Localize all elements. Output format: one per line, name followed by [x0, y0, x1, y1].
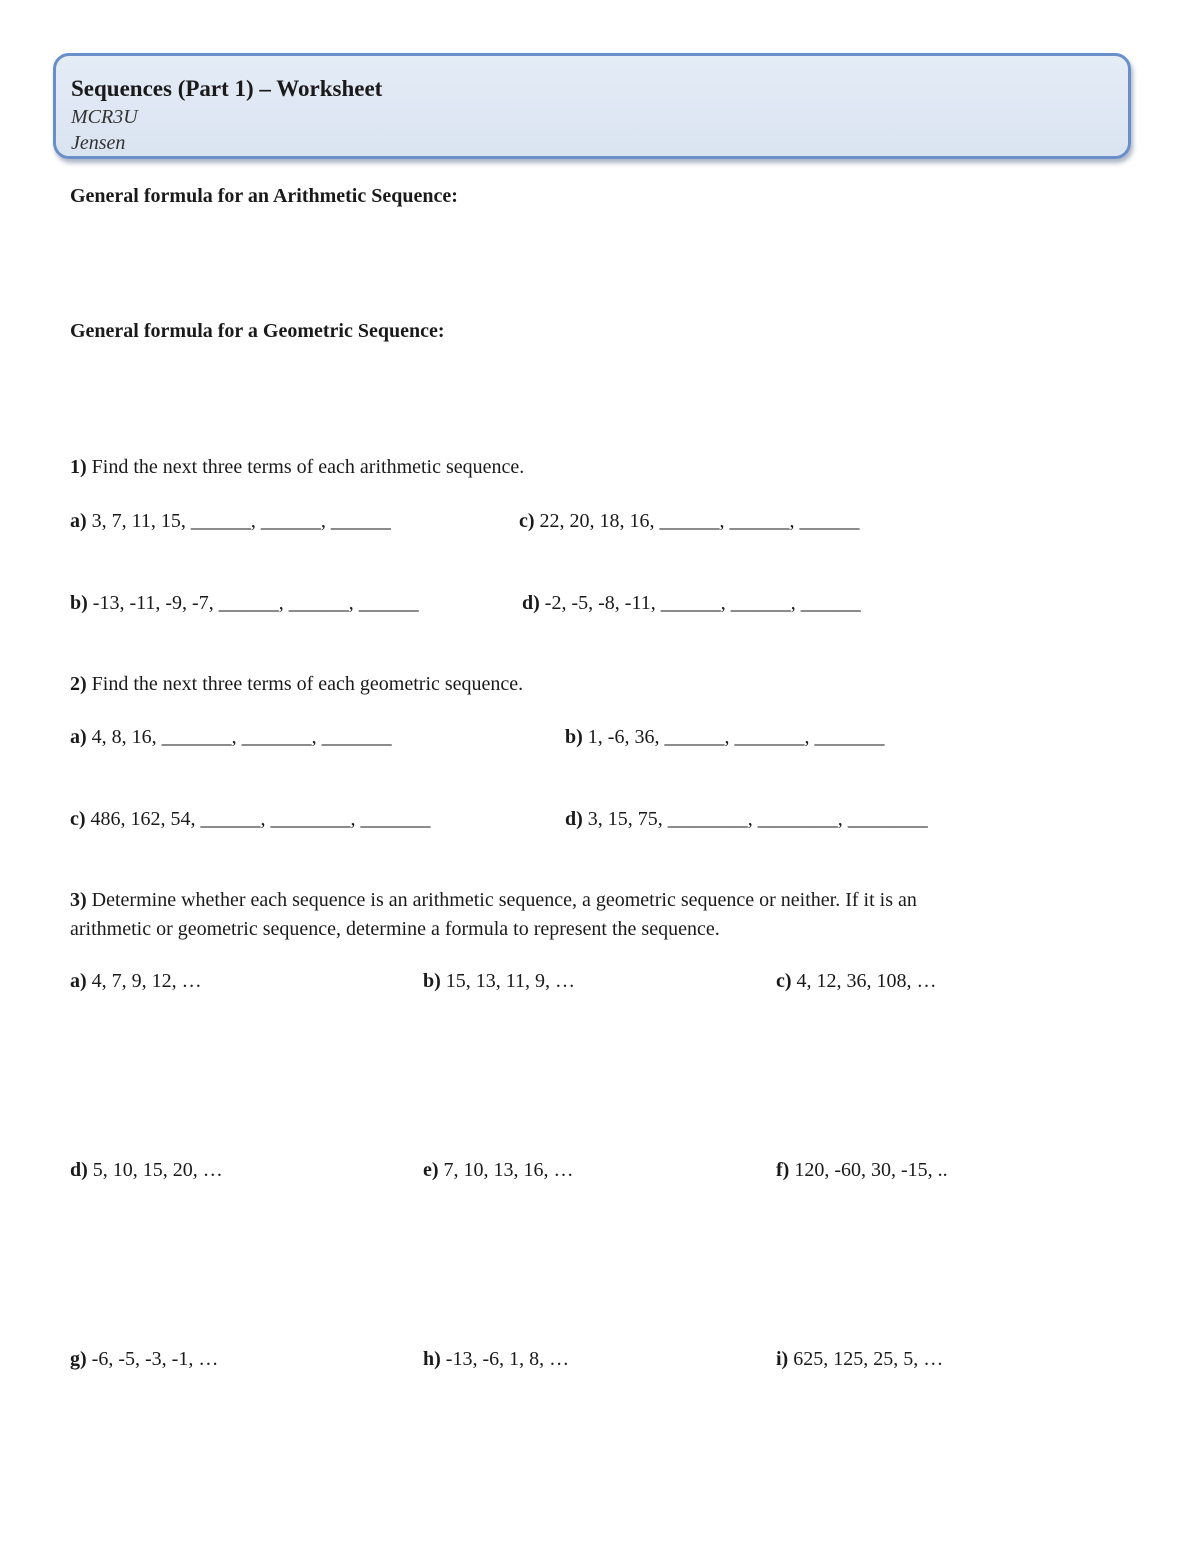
item-label: b)	[70, 592, 88, 614]
question-3-prompt	[70, 886, 917, 944]
item-label: c)	[776, 970, 792, 992]
header-box	[53, 53, 1131, 159]
q3-item-e	[423, 1159, 574, 1182]
item-text: 15, 13, 11, 9, …	[445, 970, 576, 992]
q1-item-b	[70, 592, 419, 615]
geometric-formula-heading: General formula for a Geometric Sequence:	[70, 320, 445, 342]
item-label: a)	[70, 726, 87, 748]
teacher-name: Jensen	[71, 132, 126, 154]
q2-item-d	[565, 808, 928, 831]
q3-item-f	[776, 1159, 948, 1182]
item-label: h)	[423, 1348, 441, 1370]
item-text: 3, 15, 75, ________, ________, ________	[587, 808, 928, 830]
item-label: c)	[519, 510, 535, 532]
item-label: a)	[70, 970, 87, 992]
q1-item-a	[70, 510, 391, 533]
item-text: 3, 7, 11, 15, ______, ______, ______	[91, 510, 391, 532]
item-label: e)	[423, 1159, 439, 1181]
question-text-line-1: Determine whether each sequence is an arithmetic sequence, a geometric sequence or neither. If it is an	[91, 889, 917, 911]
item-text: -2, -5, -8, -11, ______, ______, ______	[544, 592, 861, 614]
item-label: b)	[565, 726, 583, 748]
item-label: d)	[522, 592, 540, 614]
q2-item-c	[70, 808, 431, 831]
item-label: g)	[70, 1348, 87, 1370]
item-text: 4, 8, 16, _______, _______, _______	[91, 726, 392, 748]
q3-item-b	[423, 970, 575, 993]
q3-item-g	[70, 1348, 218, 1371]
question-number: 3)	[70, 889, 87, 911]
question-text: Find the next three terms of each geometric sequence.	[91, 673, 524, 695]
question-text: Find the next three terms of each arithmetic sequence.	[91, 456, 525, 478]
item-label: f)	[776, 1159, 790, 1181]
course-code: MCR3U	[71, 106, 138, 128]
item-text: 1, -6, 36, ______, _______, _______	[587, 726, 885, 748]
question-number: 1)	[70, 456, 87, 478]
q1-item-c	[519, 510, 860, 533]
q2-item-a	[70, 726, 392, 749]
q3-item-c	[776, 970, 937, 993]
q2-item-b	[565, 726, 884, 749]
question-number: 2)	[70, 673, 87, 695]
q3-item-d	[70, 1159, 223, 1182]
item-label: i)	[776, 1348, 789, 1370]
item-label: a)	[70, 510, 87, 532]
item-text: 7, 10, 13, 16, …	[443, 1159, 574, 1181]
item-text: -6, -5, -3, -1, …	[91, 1348, 219, 1370]
item-text: 486, 162, 54, ______, ________, _______	[90, 808, 431, 830]
item-text: -13, -11, -9, -7, ______, ______, ______	[92, 592, 419, 614]
item-text: 4, 7, 9, 12, …	[91, 970, 202, 992]
item-text: 4, 12, 36, 108, …	[796, 970, 937, 992]
item-text: 5, 10, 15, 20, …	[92, 1159, 223, 1181]
question-1-prompt	[70, 453, 524, 482]
worksheet-title: Sequences (Part 1) – Worksheet	[71, 76, 383, 101]
question-text-line-2: arithmetic or geometric sequence, determine a formula to represent the sequence.	[70, 918, 720, 940]
q3-item-h	[423, 1348, 569, 1371]
q3-item-a	[70, 970, 202, 993]
item-label: d)	[565, 808, 583, 830]
arithmetic-formula-heading: General formula for an Arithmetic Sequence:	[70, 185, 458, 207]
item-label: b)	[423, 970, 441, 992]
item-text: 625, 125, 25, 5, …	[793, 1348, 944, 1370]
item-text: 22, 20, 18, 16, ______, ______, ______	[539, 510, 860, 532]
item-label: c)	[70, 808, 86, 830]
q3-item-i	[776, 1348, 943, 1371]
question-2-prompt	[70, 670, 523, 699]
item-text: -13, -6, 1, 8, …	[445, 1348, 570, 1370]
item-text: 120, -60, 30, -15, ..	[794, 1159, 948, 1181]
q1-item-d	[522, 592, 861, 615]
item-label: d)	[70, 1159, 88, 1181]
